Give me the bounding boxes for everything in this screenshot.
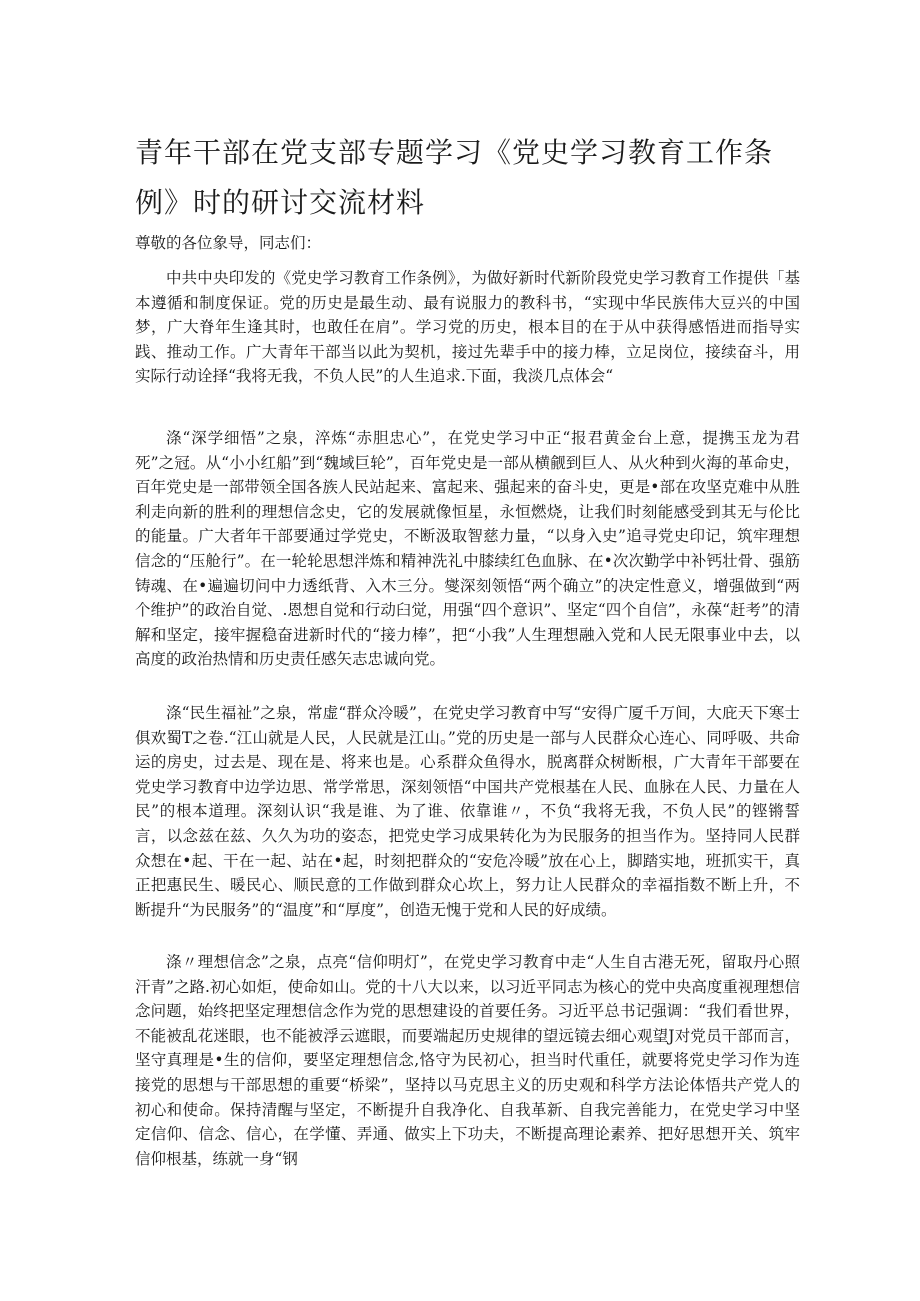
paragraph-people-welfare: 涤“民生福祉”之泉，常虚“群众冷暖”，在党史学习教育中写“安得广厦千万间，大庇天下寒士俱欢蜀T之卷.“江山就是人民，人民就是江山。”党的历史是一部与人民群众心连心、同呼吸、共命运的房史，过去是、现在是、将来也是。心系群众鱼得水，脱离群众树断根，广大青年干部要在党史学习教育中边学边思、常学常思，深刻领悟“中国共产党根基在人民、血脉在人民、力量在人民”的根本道理。深刻认识“我是谁、为了谁、依靠谁〃，不负“我将无我，不负人民”的铿锵誓言，以念兹在兹、久久为功的姿态，把党史学习成果转化为为民服务的担当作为。坚持同人民群众想在•起、干在一起、站在•起，时刻把群众的“安危冷暖”放在心上，脚踏实地，班抓实干，真正把惠民生、暖民心、顺民意的工作做到群众心坎上，努力让人民群众的幸福指数不断上升，不断提升“为民服务”的“温度”和“厚度”，创造无愧于党和人民的好成绩。 bbox=[135, 704, 800, 919]
paragraph-deep-study: 涤“深学细悟”之泉，淬炼“赤胆忠心”，在党史学习中正“报君黄金台上意，提携玉龙为君死”之冠。从“小小红船”到“魏域巨轮”，百年党史是一部从横觎到巨人、从火种到火海的革命史，百年党史是一部带领全国各族人民站起来、富起来、强起来的奋斗史，更是•部在攻坚克难中从胜利走向新的胜利的理想信念史，它的发展就像恒星，永恒燃烧，让我们时刻能感受到其无与伦比的能量。广大者年干部要通过学党史，不断汲取智慈力量，“以身入史”追寻党史印记，筑牢理想信念的“压舱行”。在一轮轮思想泮炼和精神洗礼中膝续红色血脉、在•次次勤学中补钙壮骨、强筋铸魂、在•遍遍切问中力透纸背、入木三分。燮深刻领悟“两个确立”的决定性意义，增强做到“两个维护”的政治自觉、.恩想自觉和行动臼觉，用强“四个意识”、坚定“四个自信”，永葆“赶考”的清解和坚定，接牢握稳奋进新时代的“接力棒”，把“小我”人生理想融入党和人民无限事业中去，以高度的政治热情和历史责任感矢志忠诚向党。 bbox=[135, 429, 800, 669]
salutation: 尊敬的各位象导，同志们： bbox=[135, 234, 322, 252]
paragraph-ideals-beliefs: 涤〃理想信念”之泉，点亮“信仰明灯”，在党史学习教育中走“人生自古港无死，留取丹心照汗青”之路.初心如炬，使命如山。党的十八大以来，以习近平同志为核心的党中央高度重视理想信念问题，始终把坚定理想信念作为党的思想建设的首要任务。习近平总书记强调：“我们看世界，不能被乱花迷眼，也不能被浮云遮眼，而要端起历史规律的望远镜去细心观望J对党员干部而言，坚守真理是•生的信仰，要坚定理想信念,恪守为民初心，担当时代重任，就要将党史学习作为连接党的思想与干部思想的重要“桥梁”，坚持以马克思主义的历史观和科学方法论体悟共产党人的初心和使命。保持清醒与坚定，不断提升自我净化、自我革新、自我完善能力，在党史学习中坚定信仰、信念、信心，在学懂、弄通、做实上下功夫，不断提高理论素养、把好思想开关、筑牢信仰根基，练就一身“钢 bbox=[135, 953, 800, 1168]
paragraph-intro: 中共中央印发的《党史学习教育工作条例》，为做好新时代新阶段党史学习教育工作提供「基本遵循和制度保证。党的历史是最生动、最有说服力的教科书，“实现中华民族伟大豆兴的中国梦，广大脊年生逢其时，也敢任在肩”。学习党的历史，根本目的在于从中获得感悟进而指导实践、推动工作。广大青年干部当以此为契机，接过先辈手中的接力棒，立足岗位，接续奋斗，用实际行动诠择“我将无我，不负人民”的人生追求.下面，我淡几点体会“ bbox=[135, 269, 800, 386]
document-title: 青年干部在党支部专题学习《党史学习教育工作条例》时的研讨交流材料 bbox=[135, 136, 774, 219]
